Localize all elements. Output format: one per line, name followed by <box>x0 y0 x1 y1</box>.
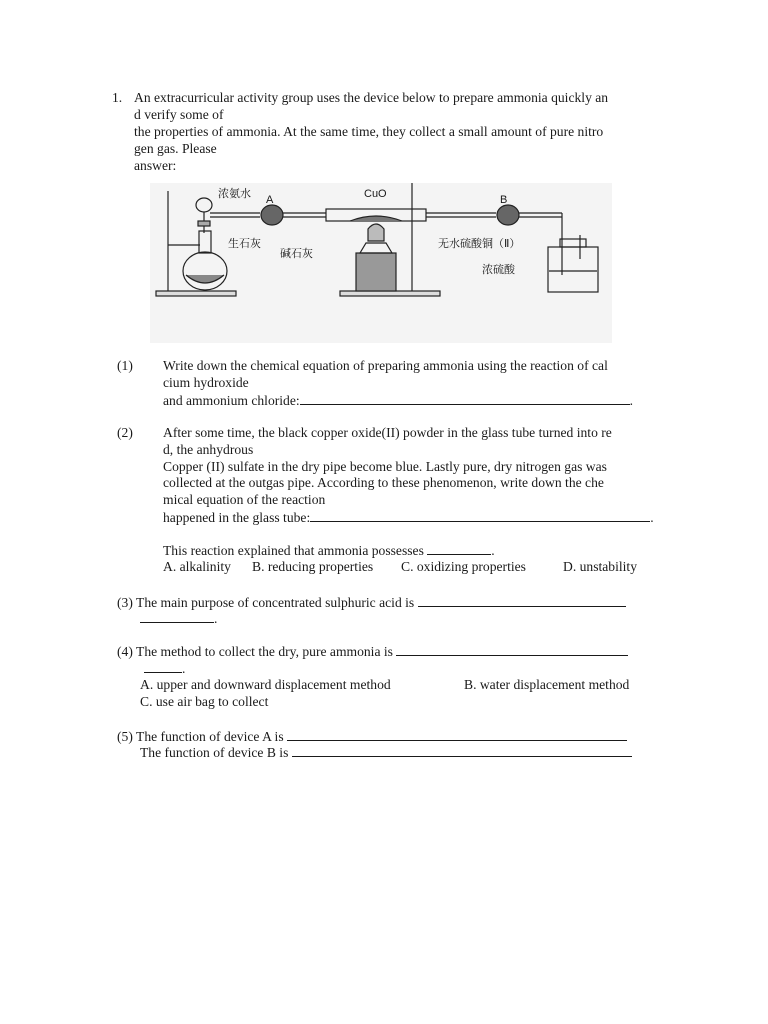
label-quicklime: 生石灰 <box>228 237 261 250</box>
part-5-line-b <box>140 743 632 761</box>
option-a: A. alkalinity <box>163 559 231 574</box>
part-2-end: . <box>650 510 654 525</box>
answer-blank[interactable] <box>144 659 182 673</box>
label-cuo: CuO <box>364 188 387 200</box>
answer-blank[interactable] <box>287 727 627 741</box>
label-device-b: B <box>500 194 508 206</box>
part-2-prompt: happened in the glass tube: <box>163 510 311 525</box>
label-conc-ammonia: 浓氨水 <box>218 187 251 200</box>
part-3-continuation <box>140 609 217 627</box>
part-2-line: Copper (II) sulfate in the dry pipe become blue. Lastly pure, dry nitrogen gas was <box>163 459 607 474</box>
answer-blank[interactable] <box>427 541 491 555</box>
part-1-answer-line <box>163 391 633 409</box>
part-2-line: mical equation of the reaction <box>163 492 326 507</box>
option-d: D. unstability <box>563 559 638 574</box>
device-b-prompt: The function of device B is <box>140 745 292 760</box>
part-2-number: (2) <box>117 425 133 440</box>
part-3-prompt: The main purpose of concentrated sulphuric acid is <box>136 595 418 610</box>
label-soda-lime: 碱石灰 <box>280 247 313 260</box>
device-a-prompt: The function of device A is <box>136 729 288 744</box>
part-1-line: cium hydroxide <box>163 375 249 390</box>
answer-blank[interactable] <box>396 642 628 656</box>
intro-line: answer: <box>134 158 177 173</box>
part-1-end: . <box>629 393 634 408</box>
answer-blank[interactable] <box>418 593 626 607</box>
part-3-end: . <box>214 611 218 626</box>
option-b: B. water displacement method <box>464 677 630 692</box>
intro-line: d verify some of <box>134 107 224 122</box>
label-conc-h2so4: 浓硫酸 <box>482 263 515 276</box>
apparatus-diagram <box>150 183 612 343</box>
part-2-line: After some time, the black copper oxide(II) powder in the glass tube turned into re <box>163 425 612 440</box>
part-4-continuation <box>144 659 185 677</box>
intro-line: the properties of ammonia. At the same time, they collect a small amount of pure nitro <box>134 124 604 139</box>
option-c: C. use air bag to collect <box>140 694 269 709</box>
part-2-answer-line <box>163 508 654 526</box>
part-1-number: (1) <box>117 358 133 373</box>
option-b: B. reducing properties <box>252 559 374 574</box>
intro-line: gen gas. Please <box>134 141 217 156</box>
label-device-a: A <box>266 194 274 206</box>
part-3-number: (3) <box>117 595 133 610</box>
part-2-property-line <box>163 541 495 559</box>
option-a: A. upper and downward displacement method <box>140 677 391 692</box>
part-2-line: collected at the outgas pipe. According to these phenomenon, write down the che <box>163 475 604 490</box>
label-anhydrous-cuso4: 无水硫酸铜（Ⅱ） <box>438 237 521 250</box>
part-4-number: (4) <box>117 644 133 659</box>
answer-blank[interactable] <box>310 508 650 522</box>
part-4-end: . <box>182 661 186 676</box>
part-1-line: Write down the chemical equation of preparing ammonia using the reaction of cal <box>163 358 608 373</box>
part-1-prompt: and ammonium chloride: <box>163 393 300 408</box>
part-4-line <box>117 642 628 660</box>
part-2-line: d, the anhydrous <box>163 442 254 457</box>
answer-blank[interactable] <box>292 743 632 757</box>
part-5-number: (5) <box>117 729 133 744</box>
property-prompt: This reaction explained that ammonia possesses <box>163 543 428 558</box>
property-end: . <box>491 543 495 558</box>
intro-line: An extracurricular activity group uses the device below to prepare ammonia quickly an <box>134 90 609 105</box>
answer-blank[interactable] <box>140 609 214 623</box>
part-4-prompt: The method to collect the dry, pure ammonia is <box>136 644 397 659</box>
question-number: 1. <box>112 90 123 105</box>
answer-blank[interactable] <box>300 391 630 405</box>
option-c: C. oxidizing properties <box>401 559 526 574</box>
